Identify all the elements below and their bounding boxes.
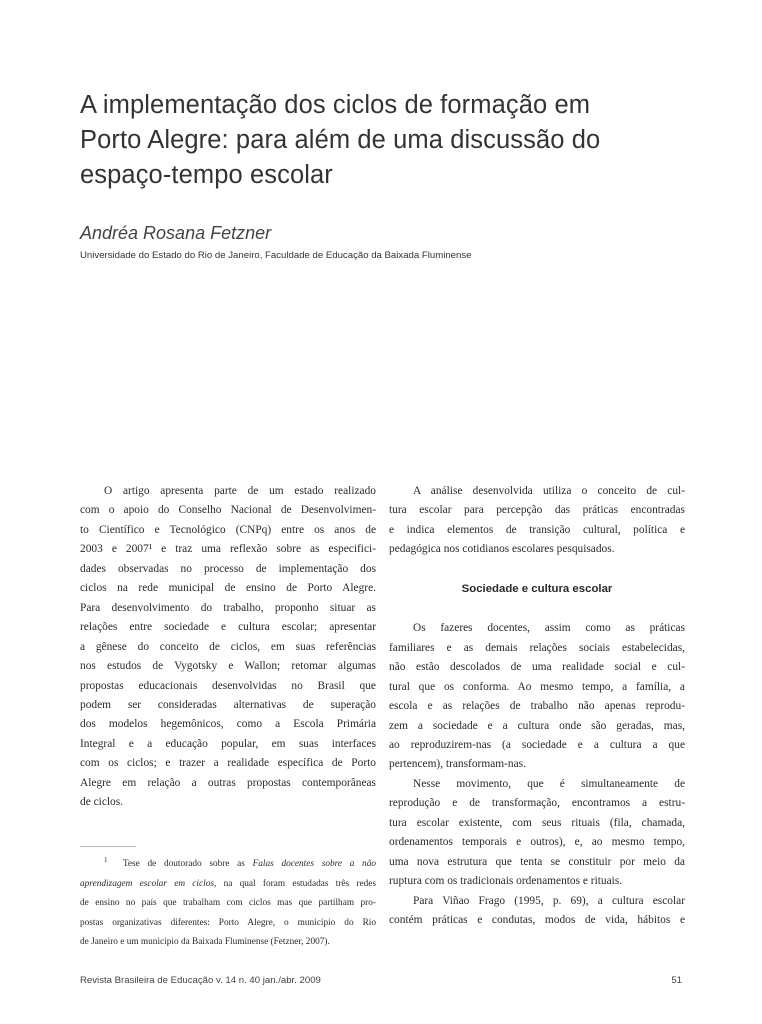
left-column — [80, 482, 376, 813]
text-line: ao reproduzirem-nas (a sociedade e a cultura a que — [389, 738, 685, 751]
text-line: relações entre sociedade e cultura escolar; apresentar — [80, 621, 376, 634]
text-line: de ciclos. — [80, 796, 124, 809]
footnote-line: $^1$ Tese de doutorado sobre as Falas docentes sobre a não — [104, 856, 376, 870]
footnote-marker: 1 — [104, 856, 108, 864]
text-line: Alegre em relação a outras propostas contemporâneas — [80, 776, 376, 789]
text-line: Nesse movimento, que é simultaneamente de — [413, 777, 685, 790]
text-line: familiares e as demais relações sociais estabelecidas, — [389, 641, 685, 654]
text-line: com o apoio do Conselho Nacional de Desenvolvimen- — [80, 504, 376, 517]
text-line: tura escolar existente, com seus rituais (fila, chamada, — [389, 816, 685, 829]
section-heading: Sociedade e cultura escolar — [461, 582, 613, 595]
author-affiliation: Universidade do Estado do Rio de Janeiro, Faculdade de Educação da Baixada Fluminense — [80, 250, 472, 261]
text-line: contém práticas e condutas, modos de vida, hábitos e — [389, 914, 685, 927]
footnote-divider — [80, 846, 136, 847]
right-column — [389, 482, 685, 931]
text-line: dos modelos hegemônicos, como a Escola Primária — [80, 718, 376, 731]
text-line: Para Viñao Frago (1995, p. 69), a cultura escolar — [413, 894, 685, 907]
text-line: O artigo apresenta parte de um estado realizado — [104, 485, 376, 497]
text-line: e indica elementos de transição cultural, política e — [389, 523, 685, 536]
text-line: não estão descolados de uma realidade social e cul- — [389, 661, 685, 674]
footnote-line: postas organizativas diferentes: Porto Alegre, o município do Rio — [80, 917, 376, 928]
footnote — [80, 851, 376, 953]
text-line: to Científico e Tecnológico (CNPq) entre os anos de — [80, 523, 376, 536]
title-line: Porto Alegre: para além de uma discussão do — [80, 126, 601, 154]
text-line: dades observadas no processo de implementação dos — [80, 562, 376, 575]
text-line: uma nova estrutura que tenta se constituir por meio da — [389, 855, 685, 868]
text-line: zem a sociedade e a cultura onde são geradas, mas, — [389, 719, 685, 732]
text-line: pedagógica nos cotidianos escolares pesquisados. — [389, 543, 615, 556]
text-line: pertencem), transformam-nas. — [389, 758, 526, 771]
text-line: A análise desenvolvida utiliza o conceito de cul- — [413, 485, 685, 497]
text-line: Para desenvolvimento do trabalho, proponho situar as — [80, 601, 376, 614]
text-line: tura escolar para percepção das práticas encontradas — [389, 504, 685, 517]
text-line: ordenamentos temporais e outros), e, ao mesmo tempo, — [389, 836, 685, 849]
text-line: ciclos na rede municipal de ensino de Porto Alegre. — [80, 582, 376, 595]
text-line: propostas educacionais desenvolvidas no Brasil que — [80, 679, 376, 692]
footnote-line: de ensino no país que trabalham com ciclos mas que partilham pro- — [80, 898, 376, 909]
text-line: tural que os conforma. Ao mesmo tempo, a família, a — [389, 680, 685, 693]
title-line: A implementação dos ciclos de formação em — [80, 91, 591, 119]
text-line: Os fazeres docentes, assim como as práticas — [413, 622, 685, 635]
article-title — [80, 88, 680, 193]
footnote-line: de Janeiro e um município da Baixada Fluminense (Fetzner, 2007). — [80, 937, 330, 948]
text-line: podem ser consideradas alternativas de superação — [80, 698, 376, 711]
text-line: a gênese do conceito de ciclos, em suas referências — [80, 640, 376, 653]
author-name: Andréa Rosana Fetzner — [80, 223, 272, 243]
page-number: 51 — [671, 975, 682, 986]
text-line: ruptura com os tradicionais ordenamentos e rituais. — [389, 875, 623, 888]
footnote-line: aprendizagem escolar em ciclos, na qual foram estudadas três redes — [80, 878, 377, 889]
text-line: 2003 e 2007¹ e traz uma reflexão sobre as especifici- — [80, 543, 376, 556]
text-line: nos estudos de Vygotsky e Wallon; retomar algumas — [80, 660, 376, 673]
title-line: espaço-tempo escolar — [80, 161, 333, 189]
journal-footer: Revista Brasileira de Educação v. 14 n. 40 jan./abr. 2009 — [80, 975, 321, 986]
text-line: Integral e a educação popular, em suas interfaces — [80, 737, 376, 750]
text-line: reprodução e de transformação, encontramos a estru- — [389, 797, 685, 810]
text-line: com os ciclos; e trazer a realidade específica de Porto — [80, 757, 376, 770]
text-line: escola e as relações de trabalho não apenas reprodu- — [389, 700, 685, 713]
